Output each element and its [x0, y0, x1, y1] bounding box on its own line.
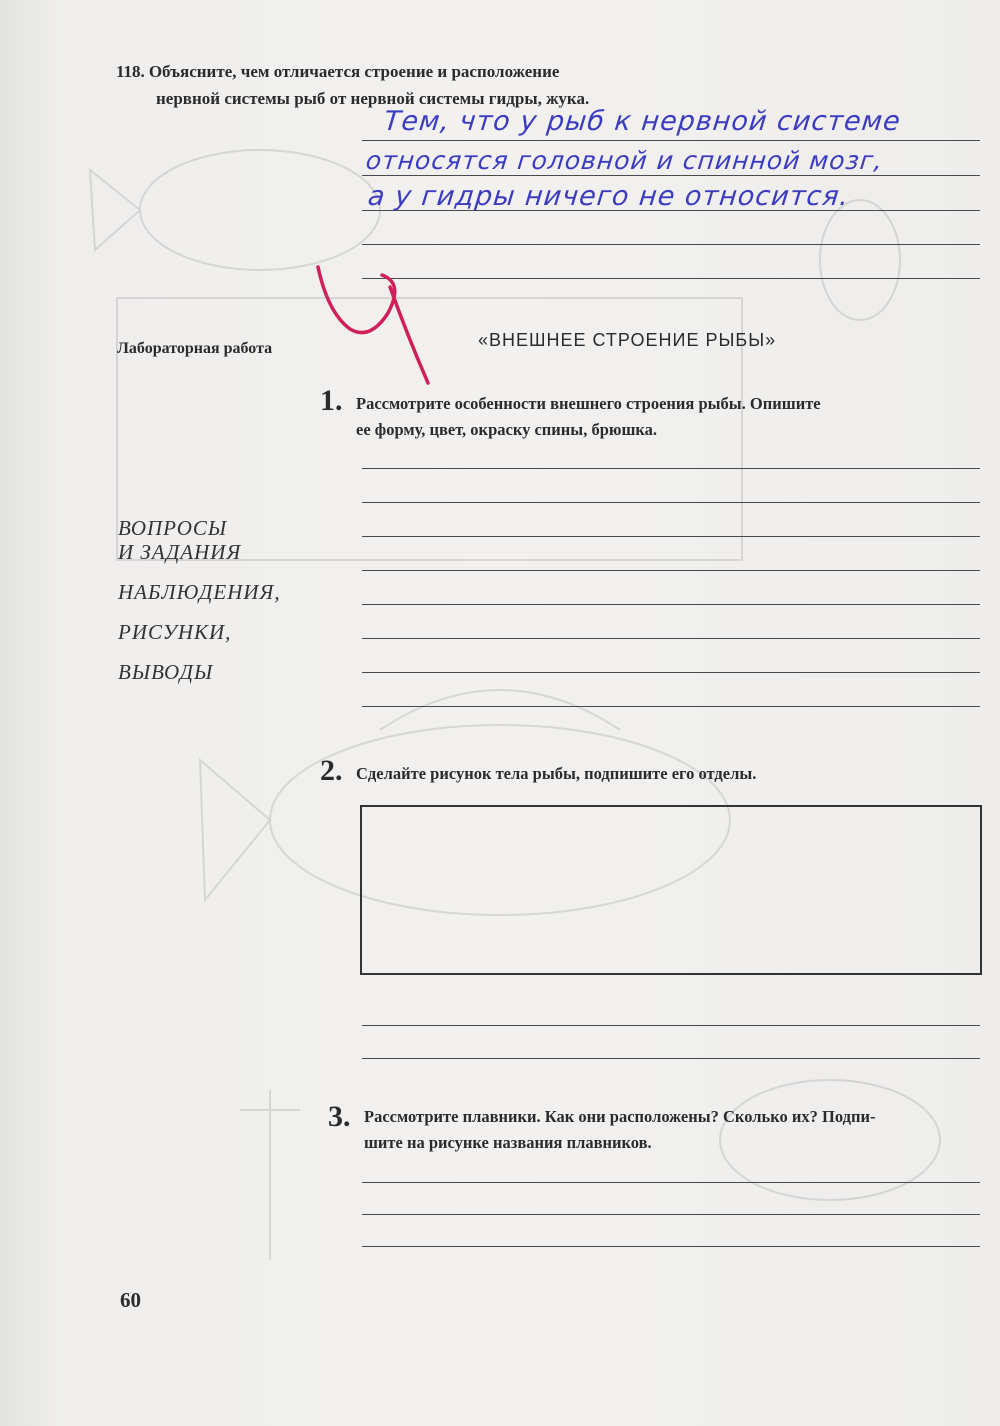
handwritten-answer-line-1: Тем, что у рыб к нервной системе	[382, 106, 903, 137]
answer-line	[362, 1214, 980, 1215]
answer-line	[362, 1058, 980, 1059]
lab-title: «ВНЕШНЕЕ СТРОЕНИЕ РЫБЫ»	[478, 330, 777, 350]
question-1-line-2: ее форму, цвет, окраску спины, брюшка.	[356, 420, 658, 439]
answer-line	[362, 244, 980, 245]
task-number: 118.	[116, 62, 145, 81]
question-1-line-1: Рассмотрите особенности внешнего строения рыбы. Опишите	[356, 394, 821, 413]
page-number: 60	[120, 1288, 141, 1312]
side-heading-tasks: И ЗАДАНИЯ	[118, 540, 242, 564]
answer-line	[362, 570, 980, 571]
lab-label: Лабораторная работа	[117, 340, 273, 357]
handwritten-answer-line-2: относятся головной и спинной мозг,	[364, 146, 885, 175]
side-heading-observations: НАБЛЮДЕНИЯ,	[118, 580, 281, 604]
side-heading-drawings: РИСУНКИ,	[118, 620, 232, 644]
task-title-line-2: нервной системы рыб от нервной системы гидры, жука.	[156, 89, 590, 108]
answer-line	[362, 604, 980, 605]
question-2-text: Сделайте рисунок тела рыбы, подпишите его отделы.	[356, 764, 757, 783]
question-3-line-1: Рассмотрите плавники. Как они расположены? Сколько их? Подпи-	[364, 1107, 876, 1126]
answer-line	[362, 638, 980, 639]
question-3-number: 3.	[328, 1100, 351, 1133]
task-title-line-1: Объясните, чем отличается строение и расположение	[148, 62, 560, 81]
answer-line	[362, 278, 980, 279]
question-2-number: 2.	[320, 754, 343, 787]
answer-line	[362, 1025, 980, 1026]
answer-line	[362, 502, 980, 503]
side-heading-questions: ВОПРОСЫ	[118, 516, 228, 540]
answer-line	[362, 175, 980, 176]
drawing-box[interactable]	[360, 805, 982, 975]
question-3-text	[364, 1104, 990, 1156]
answer-line	[362, 1182, 980, 1183]
answer-line	[362, 468, 980, 469]
question-1-text	[356, 391, 986, 443]
answer-line	[362, 140, 980, 141]
answer-line	[362, 1246, 980, 1247]
task-118-title	[116, 58, 716, 112]
side-heading-conclusions: ВЫВОДЫ	[118, 660, 214, 684]
question-1-number: 1.	[320, 384, 343, 417]
answer-line	[362, 706, 980, 707]
answer-line	[362, 672, 980, 673]
handwritten-answer-line-3: а у гидры ничего не относится.	[366, 181, 851, 212]
question-3-line-2: шите на рисунке названия плавников.	[364, 1133, 652, 1152]
grade-mark	[300, 255, 440, 395]
answer-line	[362, 536, 980, 537]
